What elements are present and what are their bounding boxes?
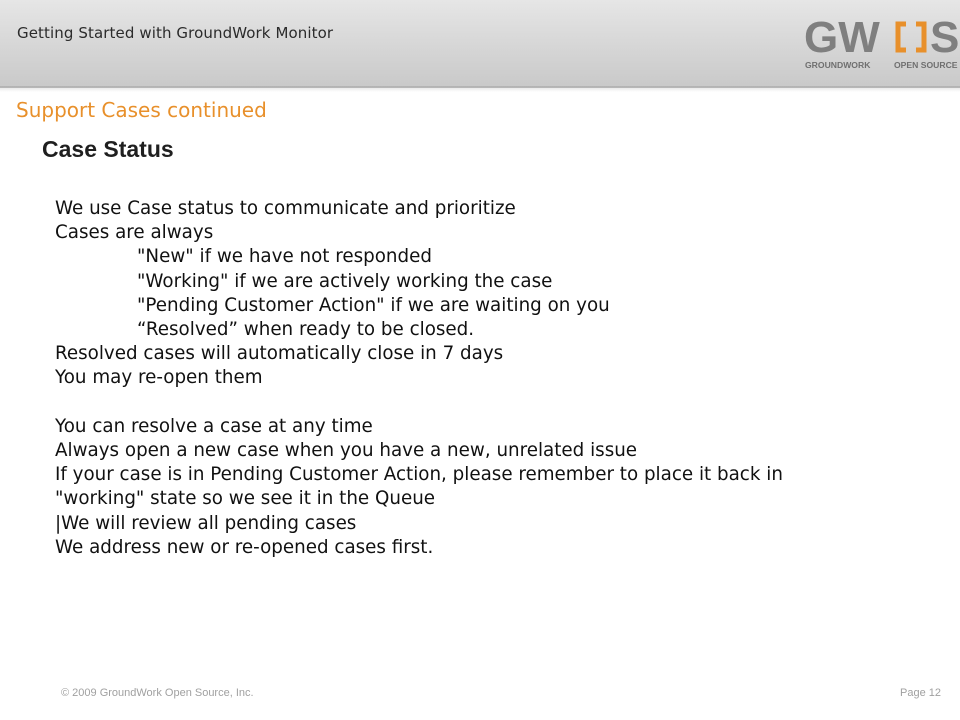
footer-page-number: Page 12: [900, 687, 941, 699]
body-line: |We will review all pending cases: [55, 512, 357, 534]
deck-title: Getting Started with GroundWork Monitor: [17, 24, 334, 42]
body-line: You may re-open them: [55, 367, 263, 389]
body-line: Cases are always: [55, 222, 214, 244]
body-line: If your case is in Pending Customer Action, please remember to place it back in: [55, 464, 783, 486]
body-line-status-new: "New" if we have not responded: [137, 246, 432, 268]
body-line-status-resolved: “Resolved” when ready to be closed.: [137, 319, 475, 341]
body-spacer: [55, 391, 945, 415]
slide-body: [55, 197, 945, 560]
body-line: "working" state so we see it in the Queue: [55, 488, 436, 510]
body-line: Resolved cases will automatically close in 7 days: [55, 343, 504, 365]
groundwork-logo: [803, 10, 960, 80]
header-divider: [0, 86, 960, 92]
body-line: Always open a new case when you have a new, unrelated issue: [55, 440, 638, 462]
section-title: Support Cases continued: [16, 98, 267, 122]
logo-bracket-icon: [898, 24, 924, 50]
body-line-status-working: "Working" if we are actively working the case: [137, 270, 553, 292]
body-line-status-pending: "Pending Customer Action" if we are waiting on you: [137, 294, 610, 316]
logo-tagline-left: GROUNDWORK: [805, 60, 871, 70]
body-line: You can resolve a case at any time: [55, 415, 373, 437]
slide-heading: Case Status: [42, 136, 174, 162]
body-line: We use Case status to communicate and prioritize: [55, 198, 516, 219]
body-line: We address new or re-opened cases first.: [55, 536, 434, 558]
logo-mark-tail: S: [930, 13, 960, 62]
logo-mark-text: GW: [804, 13, 880, 62]
logo-tagline-right: OPEN SOURCE: [894, 60, 958, 70]
footer-copyright: © 2009 GroundWork Open Source, Inc.: [61, 687, 254, 699]
